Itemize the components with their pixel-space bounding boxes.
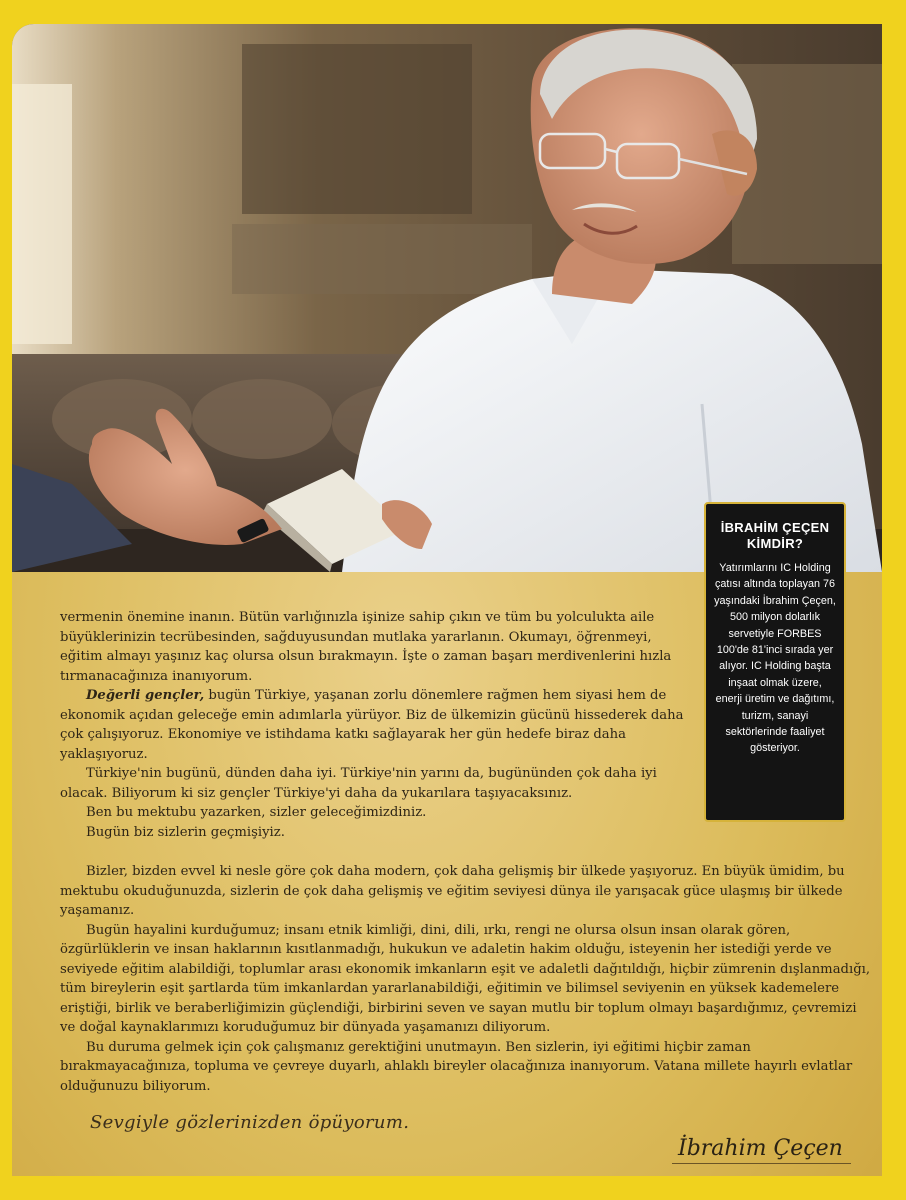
letter-paragraph: Bizler, bizden evvel ki nesle göre çok daha modern, çok daha gelişmiş bir ülkede yaşıyoruz. En büyük ümidim, bu mektubu okuduğunuzda, sizlerin de çok daha gelişmiş ve eğitim seviyesi dünya ile yarışacak güce ulaşmış bir ülkede yaşamanız. — [60, 864, 845, 918]
page-content — [12, 24, 882, 1176]
biography-box — [704, 502, 846, 822]
letter-paragraph-text: bugün Türkiye, yaşanan zorlu dönemlere rağmen hem siyasi hem de ekonomik açıdan geleceğe emin adımlarla yürüyor. Biz de ülkemizin gücünü hissederek daha çok çalışıyoruz. Ekonomiye ve istihdama katkı sağlayarak her gün hedefe biraz daha yaklaşıyoruz. — [60, 688, 684, 762]
letter-wide-column — [60, 862, 872, 1096]
letter-salutation: Değerli gençler, — [86, 688, 205, 703]
portrait-illustration — [12, 24, 882, 572]
letter-paragraph: Bugün biz sizlerin geçmişiyiz. — [86, 824, 285, 840]
signature: İbrahim Çeçen — [672, 1136, 851, 1164]
letter-paragraph — [60, 686, 688, 764]
letter-paragraph: Bu duruma gelmek için çok çalışmanız gerektiğini unutmayın. Ben sizlerin, iyi eğitimi hiçbir zaman bırakmayacağınıza, topluma ve çevreye duyarlı, ahlaklı bireyler olacağınıza inanıyorum. Vatana millete hayırlı evlatlar olduğunuzu biliyorum. — [60, 1039, 853, 1094]
biography-title: İBRAHİM ÇEÇEN KİMDİR? — [720, 520, 830, 551]
portrait-photo — [12, 24, 882, 572]
letter-paragraph: vermenin önemine inanın. Bütün varlığınızla işinize sahip çıkın ve tüm bu yolculukta aile büyüklerinizin tecrübesinden, sağduyusundan mutlaka yararlanın. Okumayı, öğrenmeyi, eğitim almayı yaşınız kaç olursa olsun bırakmayın. İşte o zaman başarı merdivenlerini hızla tırmanacağınıza inanıyorum. — [60, 610, 672, 684]
biography-text: Yatırımlarını IC Holding çatısı altında toplayan 76 yaşındaki İbrahim Çeçen, 500 milyon dolarlık servetiyle FORBES 100'de 81'inci sırada yer alıyor. IC Holding başta inşaat olmak üzere, enerji üretim ve dağıtımı, turizm, sanayi sektörlerinde faaliyet gösteriyor. — [714, 562, 836, 755]
letter-paragraph: Türkiye'nin bugünü, dünden daha iyi. Türkiye'nin yarını da, bugününden çok daha iyi olacak. Biliyorum ki siz gençler Türkiye'yi daha da yukarılara taşıyacaksınız. — [60, 766, 657, 801]
letter-closing: Sevgiyle gözlerinizden öpüyorum. — [90, 1112, 410, 1133]
letter-column — [60, 608, 688, 842]
letter-paragraph: Ben bu mektubu yazarken, sizler geleceğimizdiniz. — [86, 805, 427, 820]
letter-paragraph: Bugün hayalini kurduğumuz; insanı etnik kimliği, dini, dili, ırkı, rengi ne olursa olsun insan olarak gören, özgürlüklerin ve insan haklarının kısıtlanmadığı, hukukun ve adaletin hakim olduğu, isteyenin her istediği yerde ve seviyede eğitim alabildiği, toplumlar arası ekonomik imkanların eşit ve adaletli dağıtıldığı, hiçbir zümrenin dışlanmadığı, tüm bireylerin eşit şartlarda tüm imkanlardan yararlanabildiği, eğitimin ve bilimsel seviyenin en yüksek kademelere eriştiği, birlik ve beraberliğimizin güçlendiği, birbirini seven ve sayan mutlu bir toplum olmayı başardığımız, çevremizi ve doğal kaynaklarımızı koruduğumuz bir dünyada yaşamanızı diliyorum. — [60, 922, 871, 1035]
